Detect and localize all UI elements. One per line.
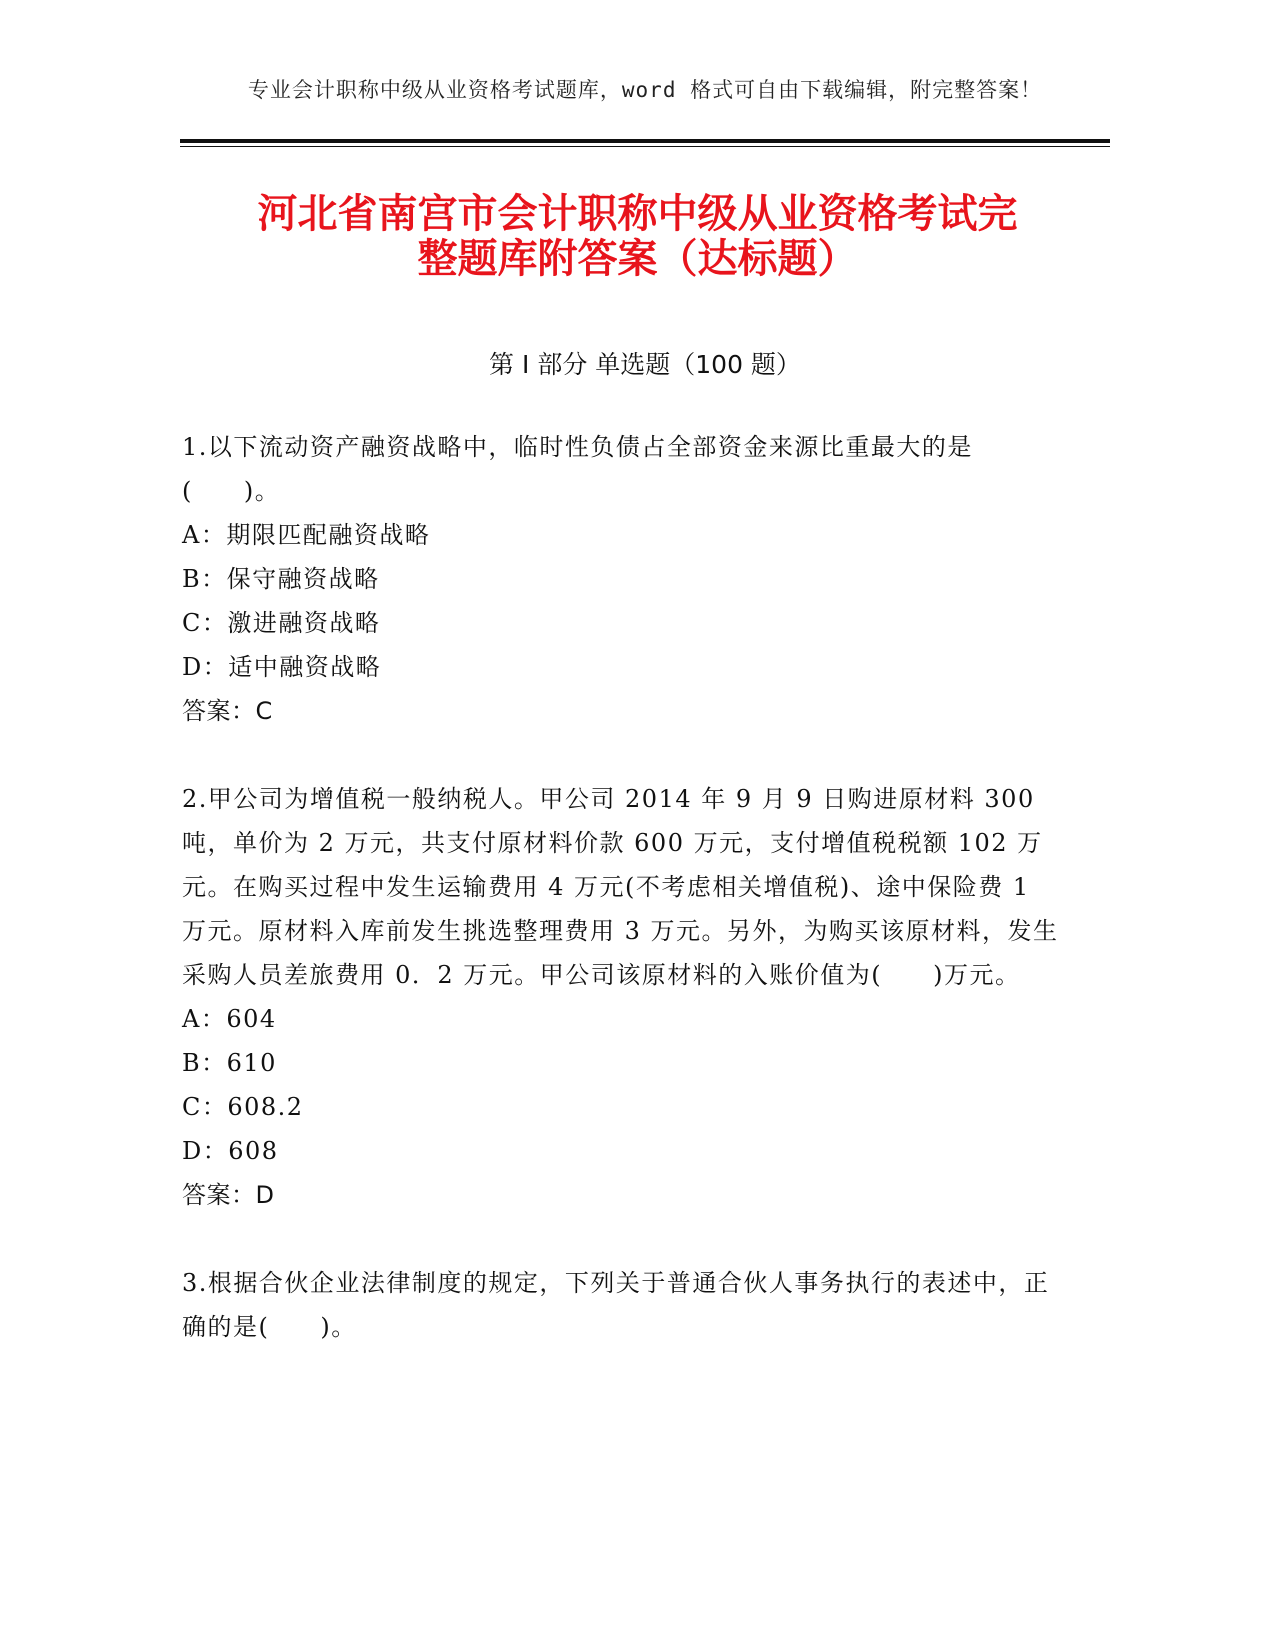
document-header-tagline: 专业会计职称中级从业资格考试题库，word 格式可自由下载编辑，附完整答案！ bbox=[247, 78, 1043, 102]
option-c: C：激进融资战略 bbox=[182, 609, 381, 637]
header-divider-thin bbox=[180, 146, 1110, 147]
document-title-line-2: 整题库附答案（达标题） bbox=[417, 236, 858, 282]
answer-line: 答案：C bbox=[182, 697, 273, 725]
question-text: 2.甲公司为增值税一般纳税人。甲公司 2014 年 9 月 9 日购进原材料 300 吨，单价为 2 万元，共支付原材料价款 600 万元，支付增值税税额 102 万元。在购买过程中发生运输费用 4 万元(不考虑相关增值税)、途中保险费 1 万元。原材料入库前发生挑选整理费用 3 万元。另外，为购买该原材料，发生采购人员差旅费用 0．2 万元。甲公司该原材料的入账价值为( )万元。 bbox=[182, 785, 1059, 989]
option-b: B：610 bbox=[182, 1049, 277, 1077]
question-3 bbox=[182, 1261, 1062, 1349]
question-text: 3.根据合伙企业法律制度的规定，下列关于普通合伙人事务执行的表述中，正确的是( )。 bbox=[182, 1269, 1050, 1341]
option-a: A：604 bbox=[182, 1005, 277, 1033]
document-title bbox=[150, 192, 1125, 282]
question-text: 1.以下流动资产融资战略中，临时性负债占全部资金来源比重最大的是( )。 bbox=[182, 433, 973, 505]
question-1 bbox=[182, 425, 1062, 733]
option-b: B：保守融资战略 bbox=[182, 565, 380, 593]
option-a: A：期限匹配融资战略 bbox=[182, 521, 431, 549]
option-d: D：608 bbox=[182, 1137, 279, 1165]
question-list bbox=[182, 425, 1062, 1349]
option-c: C：608.2 bbox=[182, 1093, 304, 1121]
document-title-line-1: 河北省南宫市会计职称中级从业资格考试完 bbox=[257, 191, 1018, 237]
option-d: D：适中融资战略 bbox=[182, 653, 382, 681]
question-spacer bbox=[182, 733, 1062, 777]
answer-line: 答案：D bbox=[182, 1181, 275, 1209]
question-spacer bbox=[182, 1217, 1062, 1261]
question-2 bbox=[182, 777, 1062, 1217]
section-heading: 第 I 部分 单选题（100 题） bbox=[489, 350, 801, 379]
header-divider-thick bbox=[180, 139, 1110, 143]
